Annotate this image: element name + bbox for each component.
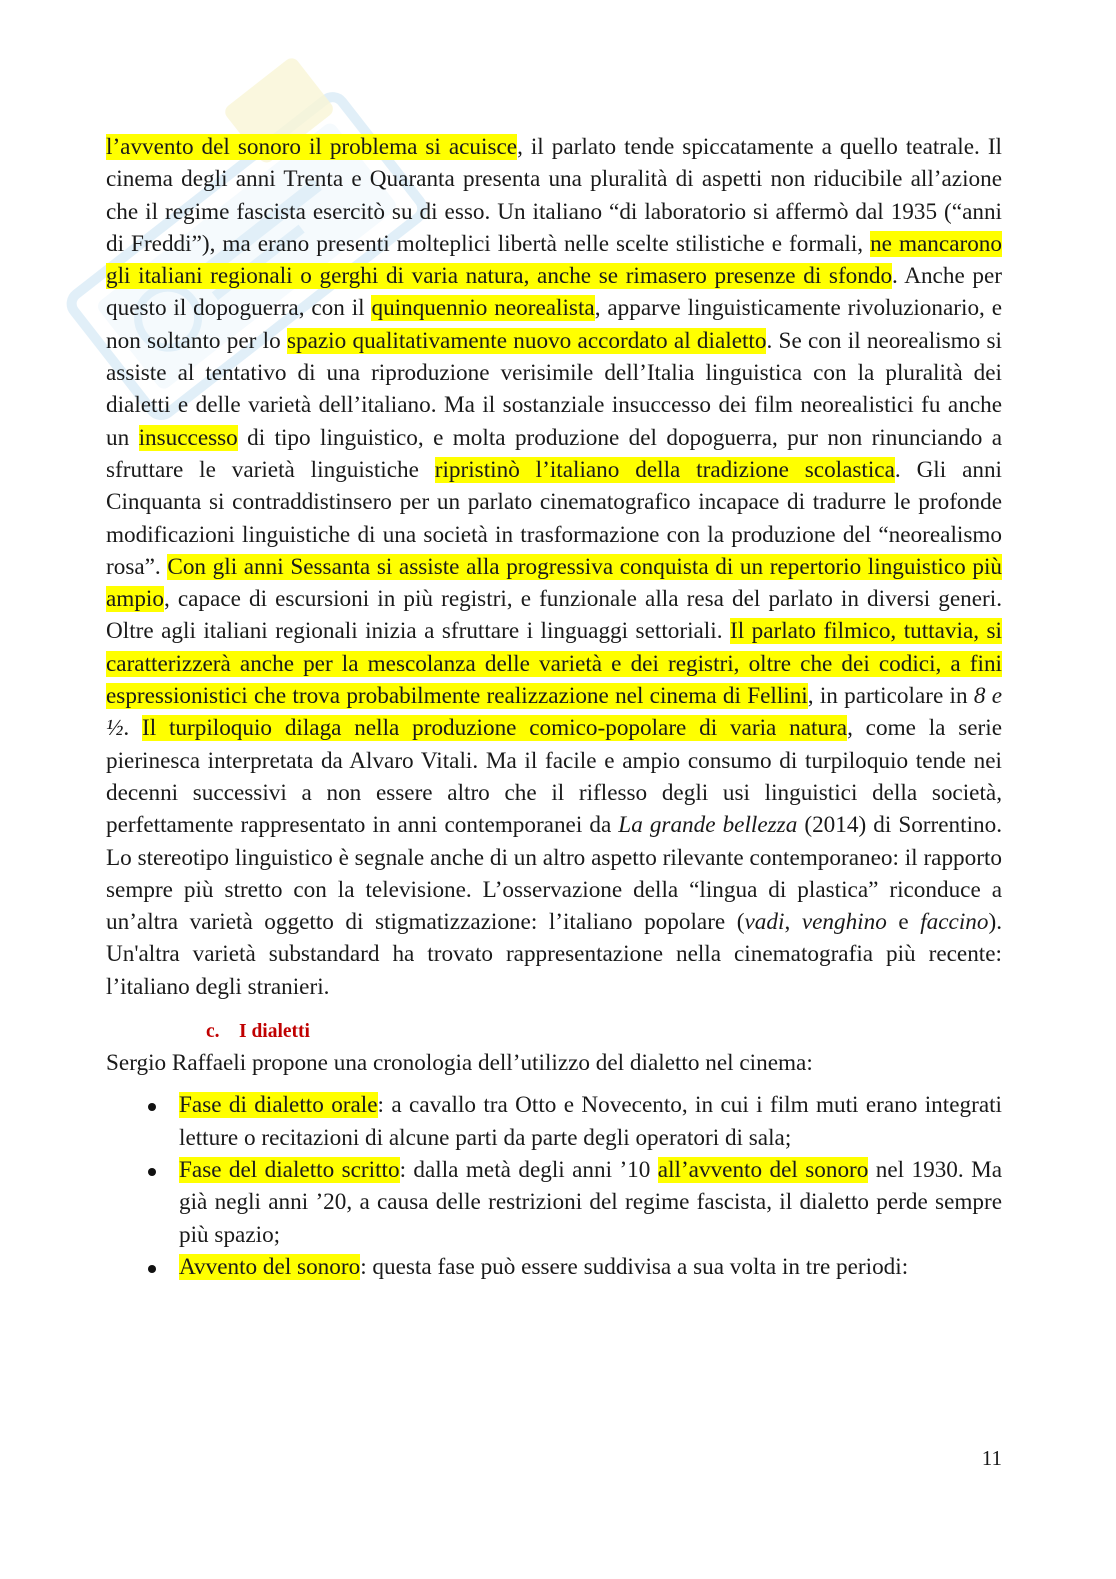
text-run: . Se con il neorealismo si assiste al tentativo di una riproduzione verisimile dell’Italia linguistica con la pluralità dei dialetti e delle varietà dell’italiano. Ma il sostanziale insuccesso dei film neorealistici fu anche un (106, 327, 1002, 451)
highlighted-text: Il turpiloquio dilaga nella produzione comico-popolare di varia natura (142, 715, 848, 742)
highlighted-text: spazio qualitativamente nuovo accordato al dialetto (286, 327, 767, 354)
text-run: nel 1930. Ma già negli anni ’20, a causa delle restrizioni del regime fascista, il dialetto perde sempre più spazio; (179, 1156, 1002, 1248)
section-number: c. (206, 1021, 220, 1043)
section-title: I dialetti (239, 1021, 310, 1043)
text-run: , come la serie pierinesca interpretata da Alvaro Vitali. Ma il facile e ampio consumo di turpiloquio tende nei decenni successivi a non essere altro che il riflesso degli usi linguistici della società, perfettamente rappresentato in anni contemporanei da (106, 715, 1003, 839)
bullet-icon (148, 1103, 156, 1111)
text-run: . Anche per questo il dopoguerra, con il (106, 263, 1002, 322)
text-run: , (784, 909, 802, 936)
bullet-item (106, 1154, 1002, 1251)
page-content (106, 131, 1002, 1283)
text-run: di tipo linguistico, e molta produzione del dopoguerra, pur non rinunciando a sfruttare le varietà linguistiche (106, 424, 1002, 483)
text-run: e (886, 909, 921, 936)
italic-text: venghino (801, 909, 887, 936)
highlighted-text: ripristinò l’italiano della tradizione scolastica (434, 456, 895, 483)
highlighted-text: Fase del dialetto scritto (179, 1156, 400, 1183)
bullet-icon (148, 1265, 156, 1273)
italic-text: faccino (920, 909, 989, 936)
text-run: , il parlato tende spiccatamente a quello teatrale. Il cinema degli anni Trenta e Quaranta presenta una pluralità di aspetti non riducibile all’azione che il regime fascista esercitò su di esso. Un italiano “di laboratorio si affermò dal 1935 (“anni di Freddi”), ma erano presenti molteplici libertà nelle scelte stilistiche e formali, (106, 134, 1002, 257)
bullet-icon (148, 1168, 156, 1176)
highlighted-text: Avvento del sonoro (179, 1253, 361, 1280)
highlighted-text: Con gli anni Sessanta si assiste alla progressiva conquista di un repertorio linguistico più ampio (106, 553, 1002, 613)
body-paragraph (106, 131, 1002, 1003)
italic-text: vadi (744, 909, 785, 936)
text-run: , capace di escursioni in più registri, e funzionale alla resa del parlato in diversi generi. Oltre agli italiani regionali inizia a sfruttare i linguaggi settoriali. (106, 586, 1002, 645)
highlighted-text: ne mancarono gli italiani regionali o gerghi di varia natura, anche se rimasero presenze di sfondo (106, 230, 1002, 290)
bullet-item (106, 1089, 1002, 1154)
section-intro: Sergio Raffaeli propone una cronologia dell’utilizzo del dialetto nel cinema: (106, 1050, 813, 1077)
text-run: , in particolare in (807, 683, 974, 710)
text-run: , apparve linguisticamente rivoluzionario, e non soltanto per lo (106, 295, 1002, 354)
highlighted-text: Il parlato filmico, tuttavia, si caratterizzerà anche per la mescolanza delle varietà e dei registri, oltre che dei codici, a fini espressionistici che trova probabilmente realizzazione nel cinema di Fellini (106, 618, 1002, 710)
highlighted-text: l’avvento del sonoro il problema si acuisce (106, 134, 518, 160)
italic-text: La grande bellezza (618, 812, 798, 839)
text-run: : a cavallo tra Otto e Novecento, in cui i film muti erano integrati letture o recitazioni di alcune parti da parte degli operatori di sala; (179, 1092, 1002, 1151)
page-number: 11 (981, 1446, 1002, 1470)
highlighted-text: quinquennio neorealista (371, 295, 595, 322)
highlighted-text: all’avvento del sonoro (657, 1156, 869, 1183)
bullet-list (106, 1089, 1002, 1283)
text-run: : dalla metà degli anni ’10 (399, 1156, 658, 1183)
highlighted-text: insuccesso (138, 424, 238, 451)
text-run: . (123, 715, 142, 742)
text-run: : questa fase può essere suddivisa a sua volta in tre periodi: (360, 1253, 909, 1280)
text-run: . Gli anni Cinquanta si contraddistinsero per un parlato cinematografico incapace di tradurre le profonde modificazioni linguistiche di una società in trasformazione con la produzione del “neorealismo rosa”. (106, 456, 1002, 580)
text-run: ). Un'altra varietà substandard ha trovato rappresentazione nella cinematografia più recente: l’italiano degli stranieri. (106, 909, 1003, 1000)
bullet-item (106, 1251, 1002, 1283)
text-run: (2014) di Sorrentino. Lo stereotipo linguistico è segnale anche di un altro aspetto rilevante contemporaneo: il rapporto sempre più stretto con la televisione. L’osservazione della “lingua di plastica” riconduce a un’altra varietà oggetto di stigmatizzazione: l’italiano popolare ( (106, 812, 1003, 936)
italic-text: 8 e ½ (106, 683, 1003, 742)
section-heading (206, 1019, 1002, 1045)
highlighted-text: Fase di dialetto orale (179, 1092, 378, 1119)
